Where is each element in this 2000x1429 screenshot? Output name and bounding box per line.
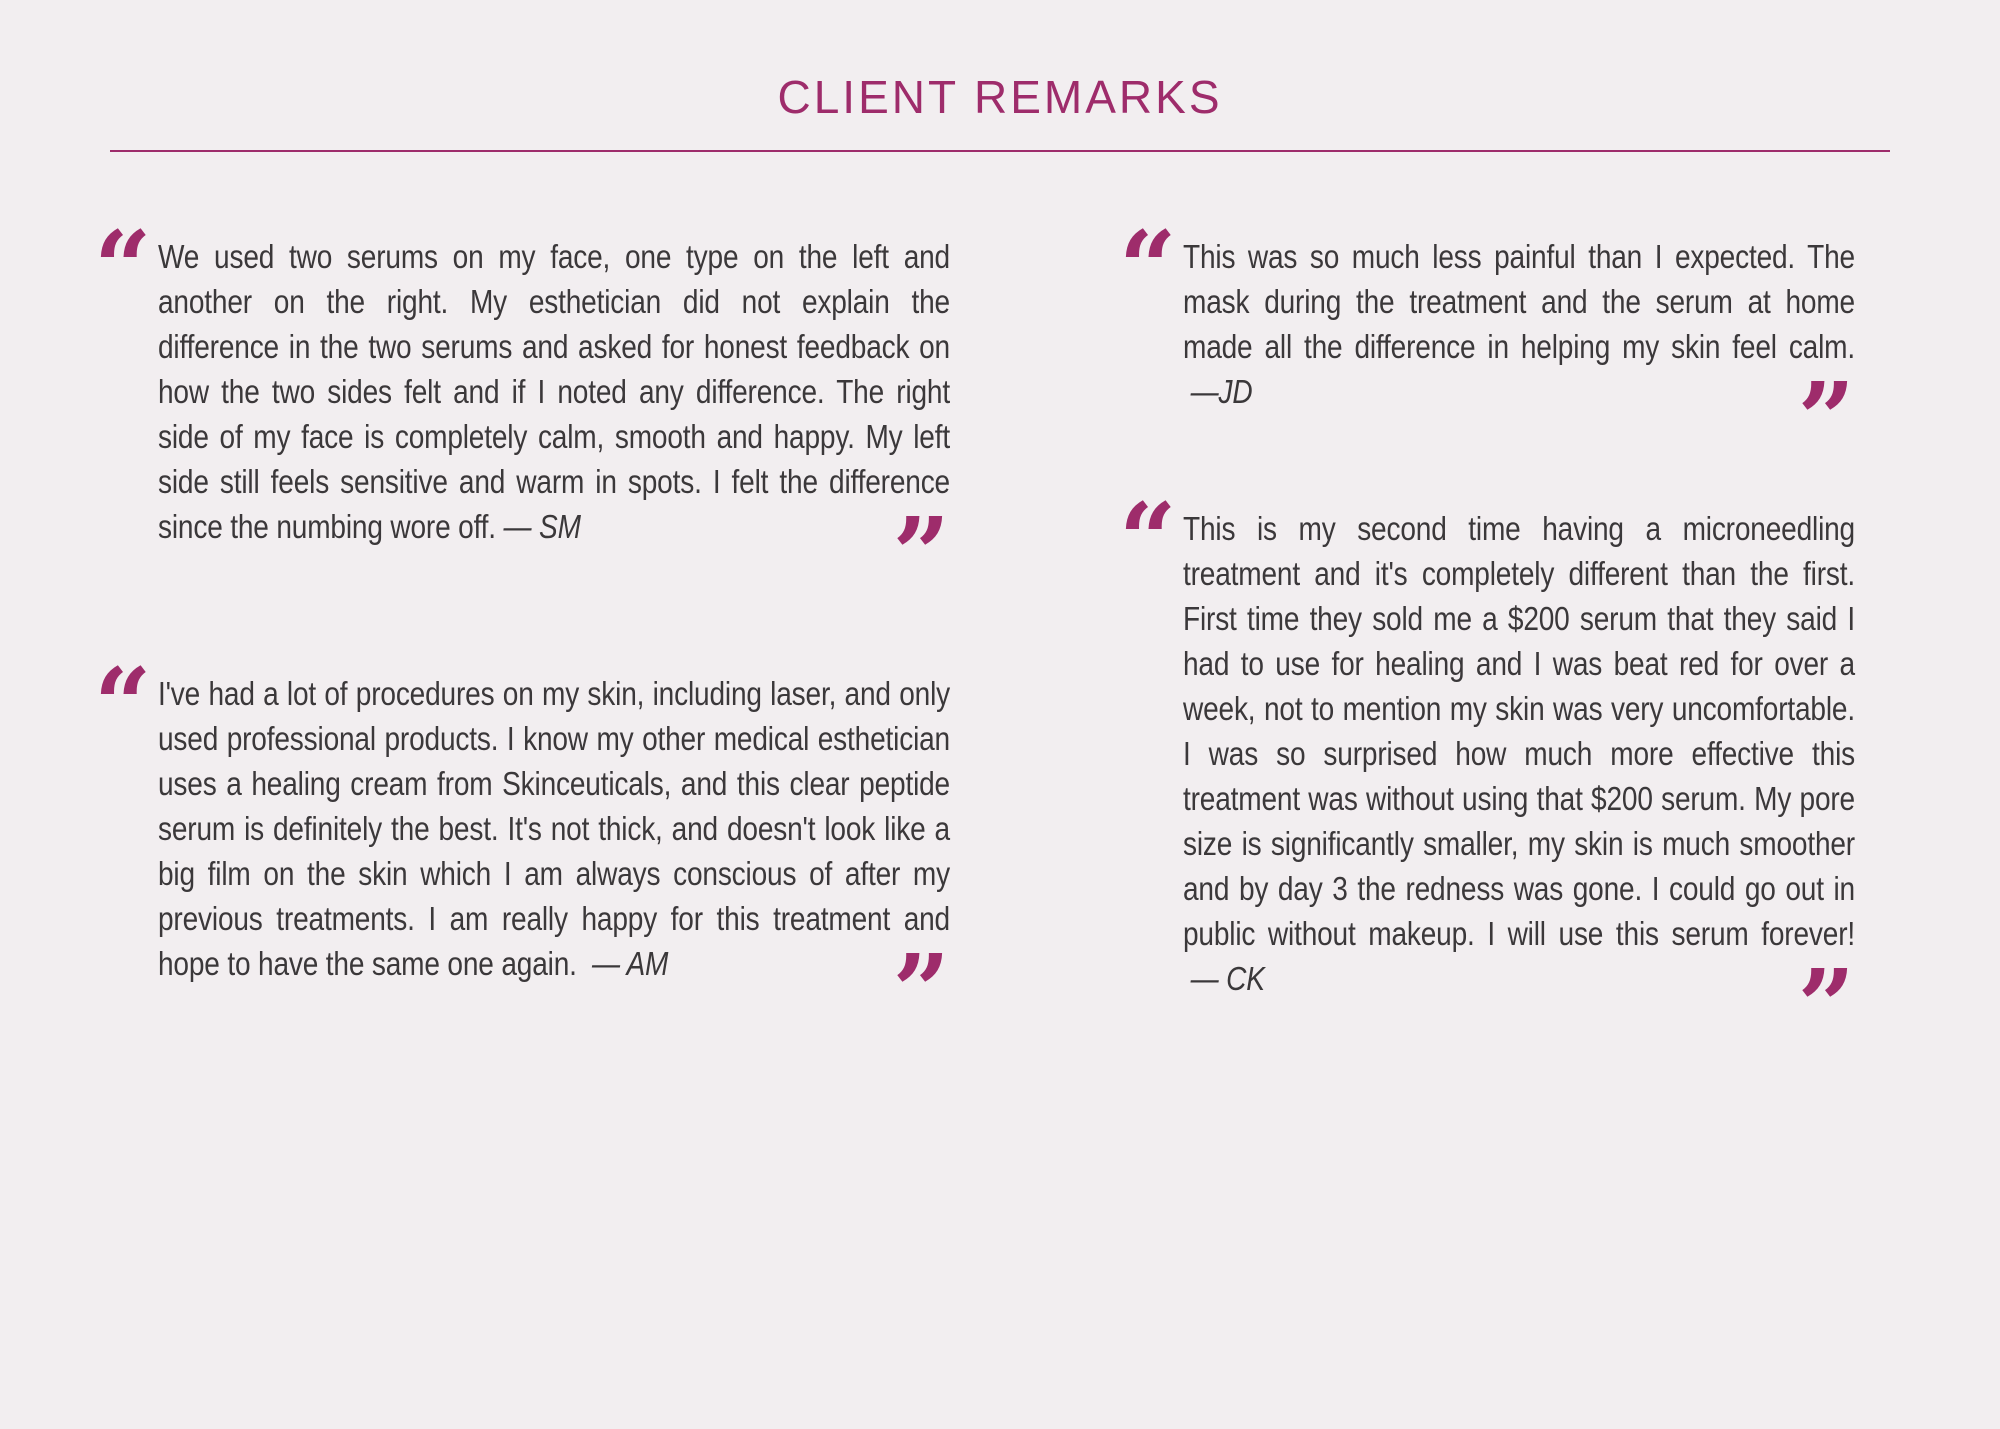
testimonial-am: [94, 646, 950, 1050]
testimonial-ck: [1119, 481, 1855, 1065]
testimonial-attribution: — SM: [495, 508, 581, 545]
close-quote-icon: ”: [892, 495, 950, 613]
page-title: CLIENT REMARKS: [777, 71, 1223, 123]
testimonial-attribution: — AM: [576, 945, 669, 982]
testimonial-columns: [94, 209, 1900, 1065]
testimonial-jd: [1119, 209, 1855, 478]
testimonial-text: [158, 671, 950, 986]
testimonial-attribution: — CK: [1183, 960, 1265, 997]
testimonial-body: We used two serums on my face, one type on the left and another on the right. My esthetician did not explain the difference in the two serums and asked for honest feedback on how the two sides felt and if I noted any difference. The right side of my face is completely calm, smooth and happy. My left side still feels sensitive and warm in spots. I felt the difference since the numbing wore off.: [158, 238, 950, 545]
testimonial-sm: [94, 209, 950, 613]
close-quote-icon: ”: [1797, 947, 1855, 1065]
open-quote-icon: “: [1119, 209, 1177, 327]
open-quote-icon: “: [94, 209, 152, 327]
testimonial-body: I've had a lot of procedures on my skin, including laser, and only used professional products. I know my other medical esthetician uses a healing cream from Skinceuticals, and this clear peptide serum is definitely the best. It's not thick, and doesn't look like a big film on the skin which I am always conscious of after my previous treatments. I am really happy for this treatment and hope to have the same one again.: [158, 675, 950, 982]
close-quote-icon: ”: [892, 932, 950, 1050]
close-quote-icon: ”: [1797, 360, 1855, 478]
testimonial-body: This is my second time having a microneedling treatment and it's completely different than the first. First time they sold me a $200 serum that they said I had to use for healing and I was beat red for over a week, not to mention my skin was very uncomfortable. I was so surprised how much more effective this treatment was without using that $200 serum. My pore size is significantly smaller, my skin is much smoother and by day 3 the redness was gone. I could go out in public without makeup. I will use this serum forever!: [1183, 510, 1855, 952]
testimonial-text: [1183, 234, 1855, 414]
testimonial-text: [1183, 506, 1855, 1001]
testimonial-attribution: —JD: [1183, 373, 1253, 410]
title-divider: [110, 150, 1890, 152]
testimonial-text: [158, 234, 950, 549]
right-column: [1119, 209, 1855, 1065]
open-quote-icon: “: [94, 646, 152, 764]
open-quote-icon: “: [1119, 481, 1177, 599]
left-column: [94, 209, 950, 1050]
testimonial-body: This was so much less painful than I expected. The mask during the treatment and the serum at home made all the difference in helping my skin feel calm.: [1183, 238, 1855, 365]
